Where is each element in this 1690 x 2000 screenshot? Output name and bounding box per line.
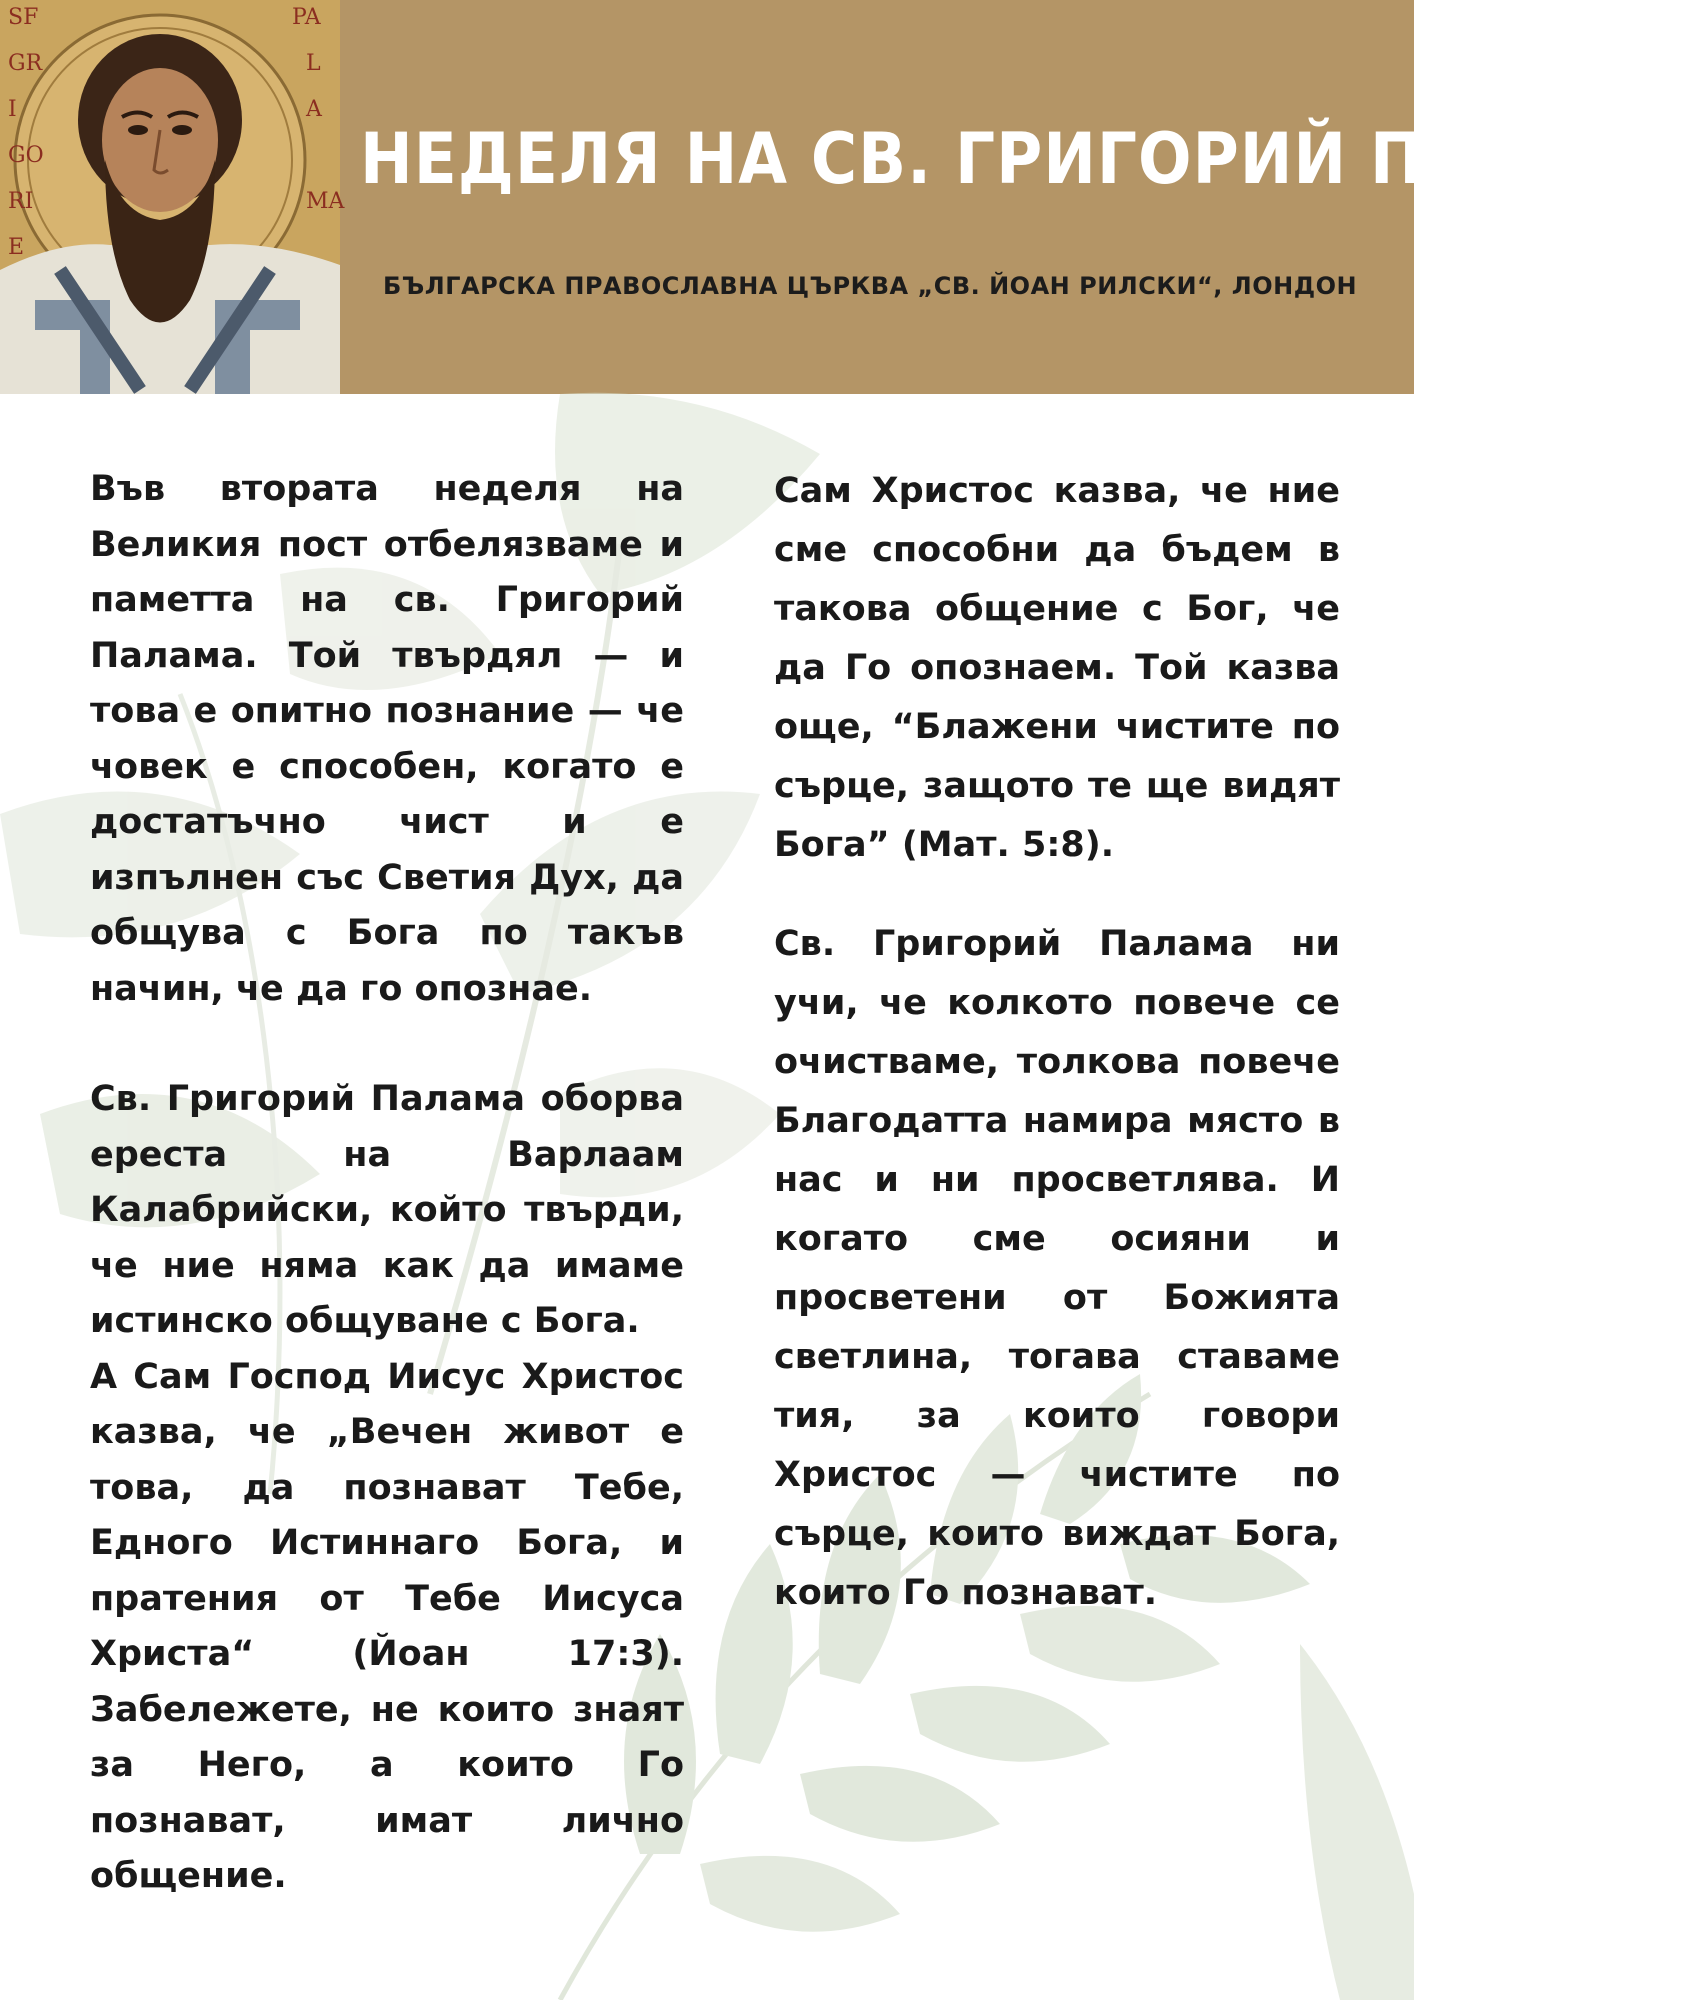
svg-text:RI: RI xyxy=(8,189,34,214)
inscription-right: PA xyxy=(292,5,321,30)
paragraph: Св. Григорий Палама оборва ереста на Варлаам Калабрийски, който твърди, че ние няма как да имаме истинско общуване с Бога. xyxy=(90,1079,684,1341)
svg-text:GR: GR xyxy=(8,51,43,76)
inscription-left: SF xyxy=(8,5,39,30)
svg-text:A: A xyxy=(306,97,322,122)
svg-text:L: L xyxy=(306,51,321,76)
text-column-right xyxy=(774,462,1340,1623)
page-subtitle: БЪЛГАРСКА ПРАВОСЛАВНА ЦЪРКВА „СВ. ЙОАН РИЛСКИ“, ЛОНДОН xyxy=(382,272,1358,300)
page-title: НЕДЕЛЯ НА СВ. ГРИГОРИЙ ПАЛАМА xyxy=(360,118,1690,200)
saint-portrait-icon xyxy=(0,0,345,394)
svg-text:GO: GO xyxy=(8,143,44,168)
svg-text:MA: MA xyxy=(306,189,345,214)
header-banner xyxy=(0,0,1690,394)
paragraph: Във втората неделя на Великия пост отбелязваме и паметта на св. Григорий Палама. Той твърдял — и това е опитно познание — че човек е способен, когато е достатъчно чист и е изпълнен със Светия Дух, да общува с Бога по такъв начин, че да го опознае. xyxy=(90,469,684,1009)
svg-text:I: I xyxy=(8,97,17,122)
saint-icon-image xyxy=(0,0,345,394)
paragraph: А Сам Господ Иисус Христос казва, че „Вечен живот е това, да познават Тебе, Едного Истиннаго Бога, и пратения от Тебе Иисуса Христа“ (Йоан 17:3). Забележете, не които знаят за Него, а които Го познават, имат лично общение. xyxy=(90,1356,684,1896)
svg-text:E: E xyxy=(8,235,25,260)
text-column-left xyxy=(90,462,684,1905)
paragraph: Св. Григорий Палама ни учи, че колкото повече се очистваме, толкова повече Благодатта намира място в нас и ни просветлява. И когато сме осияни и просветени от Божията светлина, тогава ставаме тия, за които говори Христос — чистите по сърце, които виждат Бога, които Го познават. xyxy=(774,924,1340,1613)
paragraph: Сам Христос казва, че ние сме способни да бъдем в такова общение с Бог, че да Го опознаем. Той казва още, “Блажени чистите по сърце, защото те ще видят Бога” (Мат. 5:8). xyxy=(774,471,1340,865)
